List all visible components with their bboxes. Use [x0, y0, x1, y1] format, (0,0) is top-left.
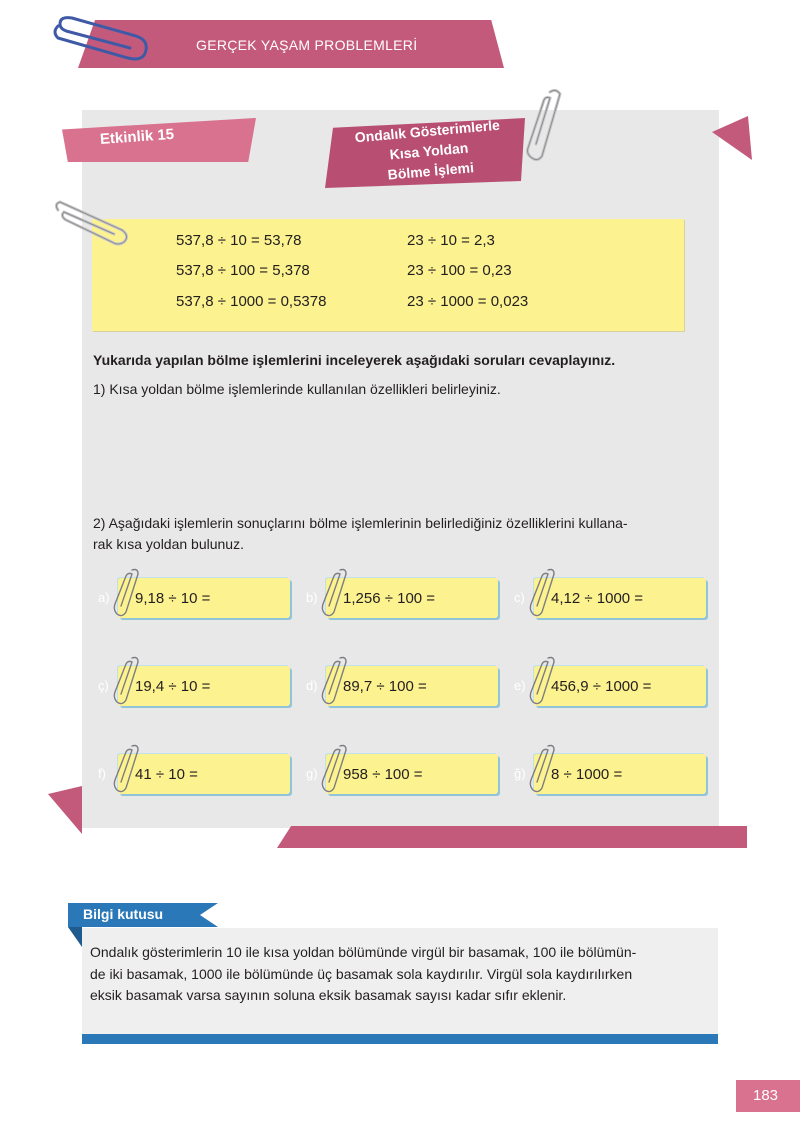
paperclip-icon — [320, 566, 350, 618]
activity-title-line: Bölme İşlemi — [387, 159, 475, 183]
task-item — [514, 578, 694, 618]
example-equation: 537,8 ÷ 1000 = 0,5378 — [176, 293, 327, 310]
task-expression: 9,18 ÷ 10 = — [135, 590, 211, 607]
task-expression: 19,4 ÷ 10 = — [135, 678, 211, 695]
task-item — [98, 666, 278, 706]
instruction-text: Yukarıda yapılan bölme işlemlerini inceleyerek aşağıdaki soruları cevaplayınız. — [93, 352, 616, 368]
task-item — [514, 754, 694, 794]
task-letter: g) — [306, 766, 318, 781]
paperclip-icon — [528, 742, 558, 794]
paperclip-icon — [52, 200, 132, 248]
corner-tab-top-right — [712, 116, 752, 160]
question-2-line: rak kısa yoldan bulunuz. — [93, 536, 244, 552]
task-letter: c) — [514, 590, 525, 605]
info-tag-label: Bilgi kutusu — [83, 906, 164, 922]
example-equation: 537,8 ÷ 100 = 5,378 — [176, 262, 310, 279]
task-letter: e) — [514, 678, 526, 693]
example-equation: 23 ÷ 100 = 0,23 — [407, 262, 512, 279]
paperclip-icon — [520, 86, 564, 162]
activity-title-line: Kısa Yoldan — [389, 139, 469, 163]
question-2-line: 2) Aşağıdaki işlemlerin sonuçlarını bölme işlemlerinin belirlediğiniz özelliklerini kullana- — [93, 515, 628, 531]
task-item — [306, 578, 486, 618]
task-letter: a) — [98, 590, 110, 605]
activity-title-line: Ondalık Gösterimlerle — [354, 116, 501, 146]
paperclip-icon — [50, 14, 150, 64]
info-box-bottom-bar — [82, 1034, 718, 1044]
task-letter: ç) — [98, 678, 109, 693]
info-line: eksik basamak varsa sayının soluna eksik basamak sayısı kadar sıfır eklenir. — [90, 987, 567, 1003]
activity-label: Etkinlik 15 — [99, 125, 175, 148]
paperclip-icon — [528, 566, 558, 618]
page-number: 183 — [753, 1087, 779, 1104]
task-expression: 8 ÷ 1000 = — [551, 766, 623, 783]
example-equation: 23 ÷ 1000 = 0,023 — [407, 293, 529, 310]
paperclip-icon — [112, 742, 142, 794]
paperclip-icon — [528, 654, 558, 706]
task-expression: 1,256 ÷ 100 = — [343, 590, 436, 607]
info-tag-fold — [68, 927, 82, 947]
task-item — [306, 754, 486, 794]
info-line: de iki basamak, 1000 ile bölümünde üç basamak sola kaydırılır. Virgül sola kaydırılırken — [90, 965, 633, 982]
info-line: Ondalık gösterimlerin 10 ile kısa yoldan bölümünde virgül bir basamak, 100 ile bölümün- — [90, 944, 637, 960]
task-expression: 4,12 ÷ 1000 = — [551, 590, 644, 607]
example-equation: 537,8 ÷ 10 = 53,78 — [176, 232, 302, 249]
page-header-title: GERÇEK YAŞAM PROBLEMLERİ — [196, 37, 418, 53]
task-expression: 41 ÷ 10 = — [135, 766, 198, 783]
task-letter: f) — [98, 766, 106, 781]
paperclip-icon — [320, 654, 350, 706]
task-expression: 89,7 ÷ 100 = — [343, 678, 427, 695]
task-item — [514, 666, 694, 706]
question-2 — [93, 513, 628, 555]
corner-tab-bottom-left — [48, 786, 84, 836]
task-expression: 456,9 ÷ 1000 = — [551, 678, 652, 695]
paperclip-icon — [112, 654, 142, 706]
task-item — [306, 666, 486, 706]
info-box-text — [90, 942, 712, 1007]
question-1: 1) Kısa yoldan bölme işlemlerinde kullanılan özellikleri belirleyiniz. — [93, 381, 501, 397]
task-item — [98, 754, 278, 794]
task-letter: b) — [306, 590, 318, 605]
paperclip-icon — [320, 742, 350, 794]
task-expression: 958 ÷ 100 = — [343, 766, 423, 783]
task-letter: ğ) — [514, 766, 526, 781]
example-equation: 23 ÷ 10 = 2,3 — [407, 232, 495, 249]
task-item — [98, 578, 278, 618]
activity-card — [82, 110, 719, 828]
card-bottom-band — [277, 826, 747, 848]
paperclip-icon — [112, 566, 142, 618]
task-letter: d) — [306, 678, 318, 693]
